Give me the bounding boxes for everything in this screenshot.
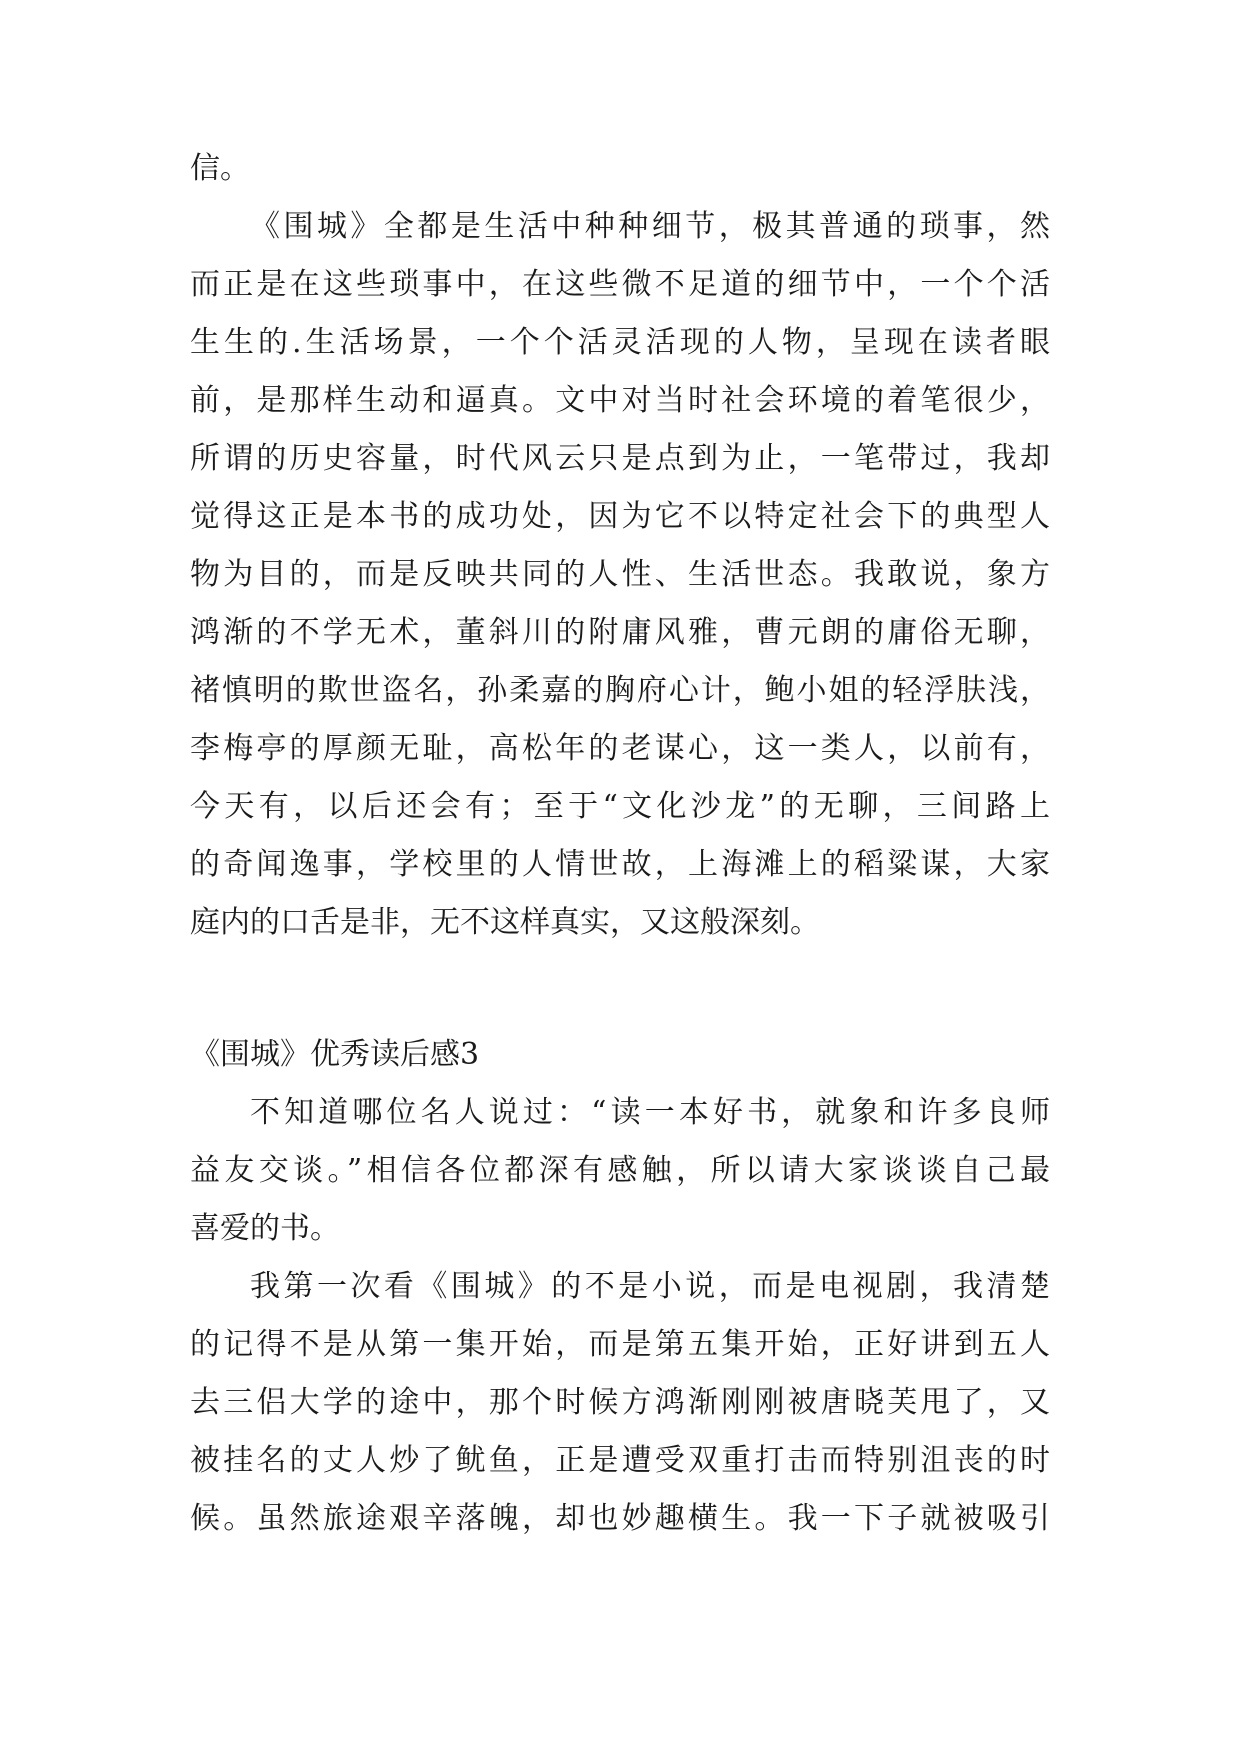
paragraph-line: 觉得这正是本书的成功处，因为它不以特定社会下的典型人 bbox=[190, 499, 1050, 534]
paragraph-line: 的奇闻逸事，学校里的人情世故，上海滩上的稻粱谋，大家 bbox=[190, 847, 1050, 882]
paragraph-line: 益友交谈。”相信各位都深有感触，所以请大家谈谈自己最 bbox=[190, 1153, 1050, 1188]
paragraph-line: 物为目的，而是反映共同的人性、生活世态。我敢说，象方 bbox=[190, 557, 1050, 592]
paragraph-line: 喜爱的书。 bbox=[190, 1211, 340, 1246]
paragraph-line: 去三侣大学的途中，那个时候方鸿渐刚刚被唐晓芙甩了，又 bbox=[190, 1385, 1050, 1420]
paragraph-line: 候。虽然旅途艰辛落魄，却也妙趣横生。我一下子就被吸引 bbox=[190, 1501, 1050, 1536]
paragraph-line: 信。 bbox=[190, 151, 250, 186]
paragraph-line: 《围城》全都是生活中种种细节，极其普通的琐事，然 bbox=[250, 209, 1050, 244]
paragraph-line: 所谓的历史容量，时代风云只是点到为止，一笔带过，我却 bbox=[190, 441, 1050, 476]
paragraph-line: 前，是那样生动和逼真。文中对当时社会环境的着笔很少， bbox=[190, 383, 1050, 418]
paragraph-line: 不知道哪位名人说过：“读一本好书，就象和许多良师 bbox=[250, 1095, 1050, 1130]
paragraph-line: 褚慎明的欺世盗名，孙柔嘉的胸府心计，鲍小姐的轻浮肤浅， bbox=[190, 673, 1050, 708]
paragraph-line: 的记得不是从第一集开始，而是第五集开始，正好讲到五人 bbox=[190, 1327, 1050, 1362]
paragraph-line: 被挂名的丈人炒了鱿鱼，正是遭受双重打击而特别沮丧的时 bbox=[190, 1443, 1050, 1478]
paragraph-line: 而正是在这些琐事中，在这些微不足道的细节中，一个个活 bbox=[190, 267, 1050, 302]
paragraph-line: 李梅亭的厚颜无耻，高松年的老谋心，这一类人，以前有， bbox=[190, 731, 1050, 766]
section-heading: 《围城》优秀读后感3 bbox=[190, 1037, 480, 1072]
paragraph-line: 生生的.生活场景，一个个活灵活现的人物，呈现在读者眼 bbox=[190, 325, 1050, 360]
paragraph-line: 今天有，以后还会有；至于“文化沙龙”的无聊，三间路上 bbox=[190, 789, 1050, 824]
paragraph-line: 鸿渐的不学无术，董斜川的附庸风雅，曹元朗的庸俗无聊， bbox=[190, 615, 1050, 650]
paragraph-line: 我第一次看《围城》的不是小说，而是电视剧，我清楚 bbox=[250, 1269, 1050, 1304]
paragraph-line: 庭内的口舌是非，无不这样真实，又这般深刻。 bbox=[190, 905, 820, 940]
